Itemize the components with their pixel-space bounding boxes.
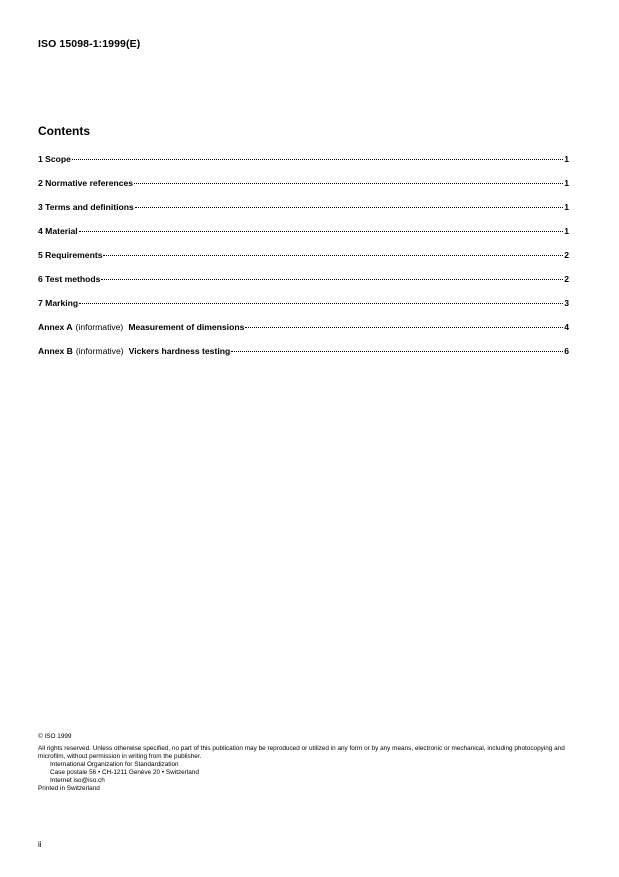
toc-page-number: 6	[564, 346, 569, 356]
toc-entry-label: 7 Marking	[38, 298, 79, 308]
dot-leader	[79, 230, 564, 232]
dot-leader	[101, 278, 563, 280]
toc-page-number: 2	[564, 274, 569, 284]
org-internet: Internet iso@iso.ch	[50, 777, 105, 784]
annex-type: (informative)	[75, 346, 124, 356]
annex-type: (informative)	[75, 322, 124, 332]
dot-leader	[231, 350, 563, 352]
toc-entry[interactable]	[38, 201, 569, 213]
dot-leader	[72, 158, 563, 160]
annex-title: Measurement of dimensions	[128, 322, 245, 332]
toc-page-number: 1	[564, 226, 569, 236]
toc-page-number: 1	[564, 202, 569, 212]
toc-entry[interactable]	[38, 249, 569, 261]
toc-page-number: 1	[564, 178, 569, 188]
dot-leader	[245, 326, 563, 328]
toc-page-number: 1	[564, 154, 569, 164]
toc-entry-label: 4 Material	[38, 226, 78, 236]
toc-entry-label: 1 Scope	[38, 154, 71, 164]
toc-entry[interactable]	[38, 153, 569, 165]
org-name: International Organization for Standardization	[50, 761, 179, 768]
toc-entry-label: Annex B	[38, 346, 73, 356]
dot-leader	[79, 302, 563, 304]
toc-entry-label: 6 Test methods	[38, 274, 101, 284]
toc-entry-label: 2 Normative references	[38, 178, 134, 188]
copyright-footer	[38, 733, 578, 793]
rights-statement: All rights reserved. Unless otherwise specified, no part of this publication may be reproduced or utilized in any form or by any means, electronic or mechanical, including photocopying and microfilm, without permission in writing from the publisher.	[38, 745, 565, 760]
toc-entry-label: 5 Requirements	[38, 250, 103, 260]
toc-entry-label: Annex A	[38, 322, 73, 332]
toc-page-number: 4	[564, 322, 569, 332]
dot-leader	[135, 206, 563, 208]
dot-leader	[103, 254, 563, 256]
org-address: Case postale 56 • CH-1211 Genève 20 • Switzerland	[50, 769, 199, 776]
copyright-notice: © ISO 1999	[38, 733, 72, 740]
printed-in: Printed in Switzerland	[38, 785, 100, 792]
toc-entry[interactable]	[38, 297, 569, 309]
contents-heading: Contents	[38, 124, 90, 138]
toc-entry[interactable]	[38, 225, 569, 237]
toc-entry-annex-a[interactable]	[38, 321, 569, 333]
annex-title: Vickers hardness testing	[128, 346, 231, 356]
page-number: ii	[38, 840, 42, 849]
toc-entry[interactable]	[38, 177, 569, 189]
toc-page-number: 3	[564, 298, 569, 308]
dot-leader	[134, 182, 563, 184]
toc-entry[interactable]	[38, 273, 569, 285]
toc-entry-label: 3 Terms and definitions	[38, 202, 134, 212]
toc-entry-annex-b[interactable]	[38, 345, 569, 357]
document-id-header: ISO 15098-1:1999(E)	[38, 38, 141, 50]
toc-page-number: 2	[564, 250, 569, 260]
